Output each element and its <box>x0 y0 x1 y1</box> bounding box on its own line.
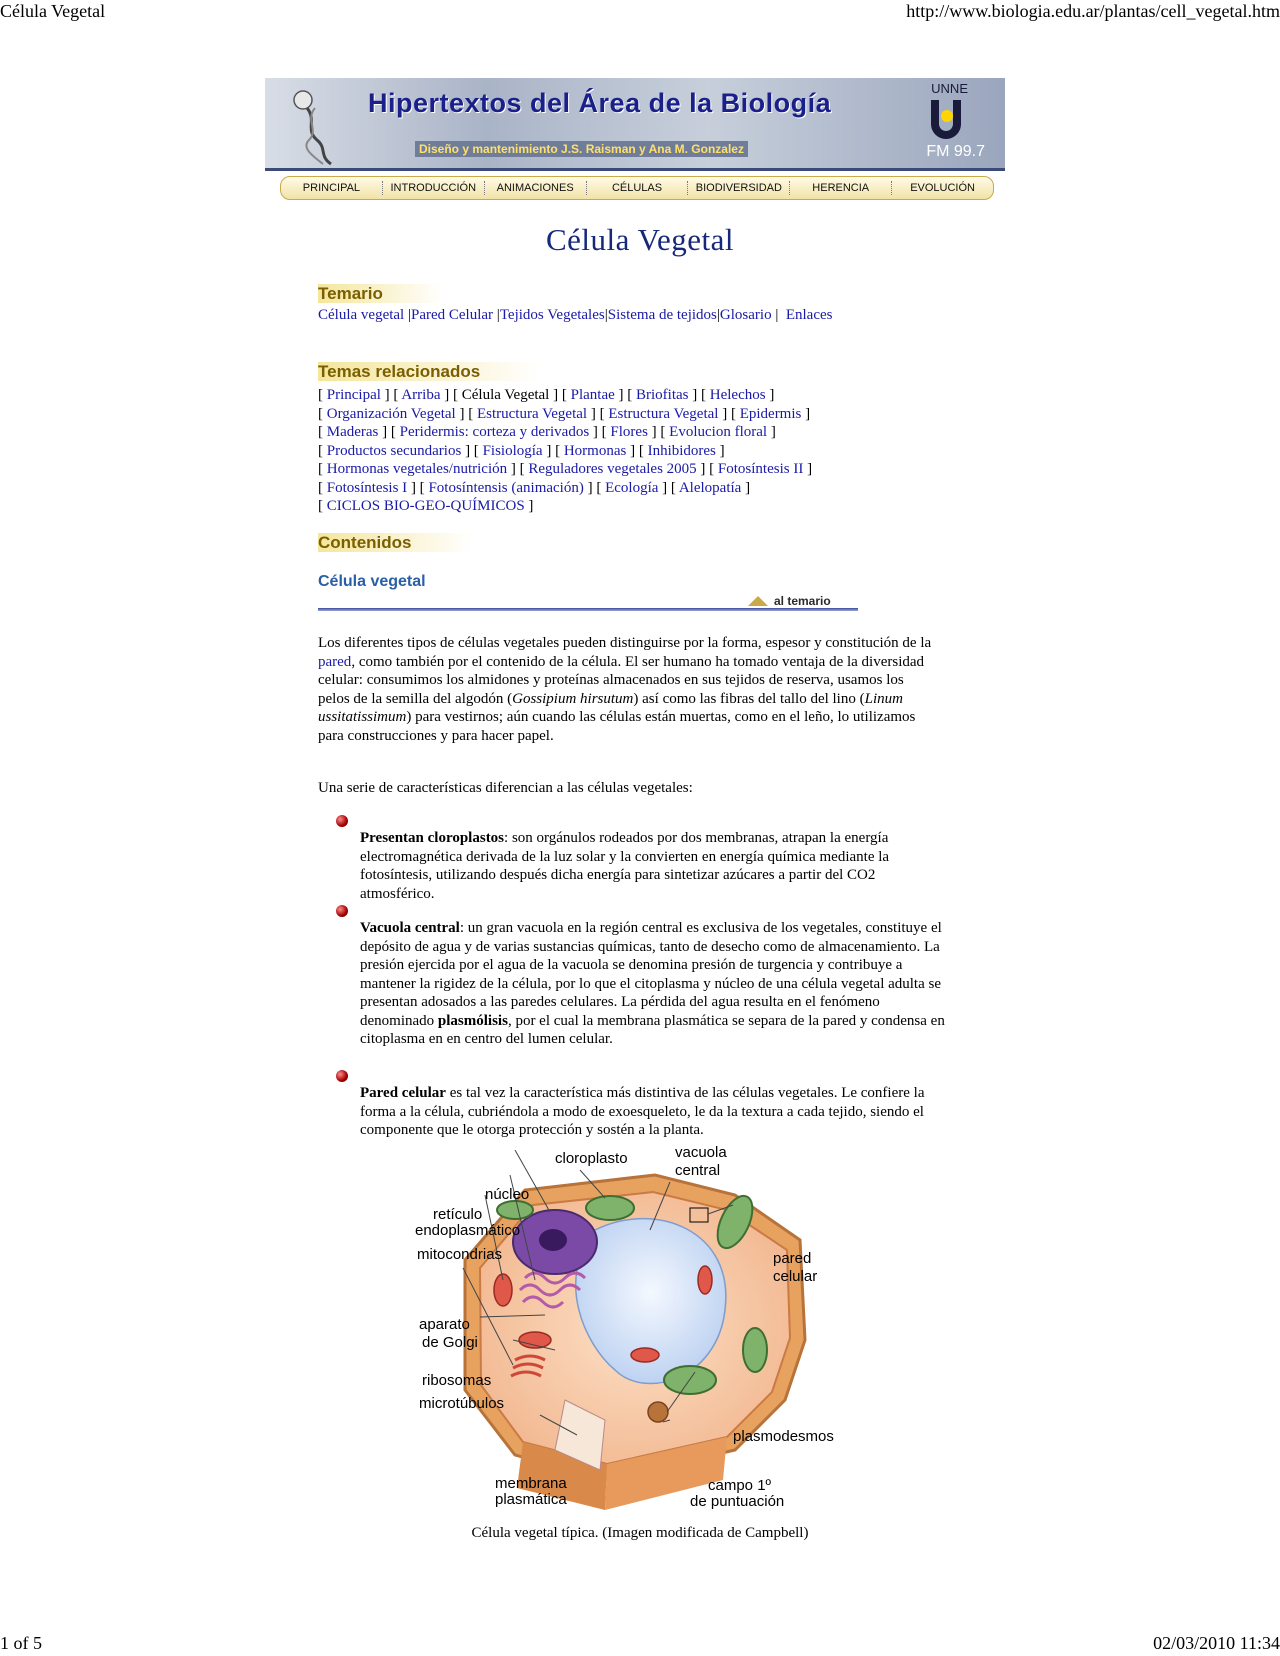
page-count: 1 of 5 <box>0 1633 42 1653</box>
related-topic-link[interactable]: Helechos <box>709 387 766 403</box>
contenidos-heading: Contenidos <box>318 533 472 553</box>
nav-animaciones[interactable]: ANIMACIONES <box>484 181 586 195</box>
nav-introduccion[interactable]: INTRODUCCIÓN <box>382 181 484 195</box>
banner-title: Hipertextos del Área de la Biología <box>368 88 832 118</box>
related-topic-link[interactable]: Ecología <box>605 479 659 496</box>
list-item-cloroplastos: Presentan cloroplastos: son orgánulos rodeados por dos membranas, atrapan la energía electromagnética derivada de la luz solar y la convierten en energía química mediante la fotosíntesis, utilizando después dicha energía para sintetizar azúcares a partir del CO2 atmosférico. <box>360 830 890 902</box>
current-topic: Célula Vegetal <box>461 387 550 403</box>
related-topic-link[interactable]: Fisiología <box>482 442 543 459</box>
nav-principal[interactable]: PRINCIPAL <box>302 182 361 194</box>
label-celular: celular <box>773 1268 818 1285</box>
list-item-vacuola: Vacuola central: un gran vacuola en la región central es exclusiva de los vegetales, constituye el depósito de agua y de varias sustancias químicas, tanto de desecho como de almacenamiento. La presión ejercida por el agua de la vacuola se denomina presión de turgencia y contribuye a mantener la rigidez de la célula, por lo que el citoplasma y núcleo de una célula vegetal adulta se presentan adosados a las paredes celulares. La pérdida del agua resulta en el fenómeno denominado plasmólisis, por el cual la membrana plasmática se separa de la pared y condensa en citoplasma en en centro del lumen celular. <box>360 920 945 1047</box>
label-plasmodesmos: plasmodesmos <box>733 1428 834 1445</box>
toc-glosario[interactable]: Glosario <box>719 307 772 323</box>
related-topic-link[interactable]: Reguladores vegetales 2005 <box>528 461 697 477</box>
related-topic-link[interactable]: Plantae <box>570 387 615 403</box>
label-plasmatica: plasmática <box>495 1491 567 1508</box>
toc-sistema-de-tejidos[interactable]: Sistema de tejidos <box>607 307 717 323</box>
toc-celula-vegetal[interactable]: Célula vegetal <box>318 307 405 323</box>
label-microtubulos: microtúbulos <box>419 1395 505 1412</box>
related-topic-link[interactable]: Productos secundarios <box>326 442 462 459</box>
plant-cell-figure <box>405 1144 865 1520</box>
temas-line: [ Principal ] [ Arriba ] [ Célula Vegetal ] [ Plantae ] [ Briofitas ] [ Helechos ] <box>318 387 775 403</box>
temas-line: [ Fotosíntesis I ] [ Fotosíntensis (animación) ] [ Ecología ] [ Alelopatía ] <box>318 479 751 496</box>
related-topic-link[interactable]: Arriba <box>401 387 441 403</box>
radio-label: FM 99.7 <box>926 143 985 160</box>
related-topic-link[interactable]: Estructura Vegetal <box>476 405 588 422</box>
related-topic-link[interactable]: Estructura Vegetal <box>608 405 719 422</box>
related-topic-link[interactable]: Epidermis <box>739 405 802 422</box>
section-divider <box>318 608 858 611</box>
section-subheading: Célula vegetal <box>318 573 426 590</box>
label-nucleo: núcleo <box>485 1186 530 1203</box>
label-ribosomas: ribosomas <box>422 1372 492 1389</box>
label-cloroplasto: cloroplasto <box>555 1150 628 1167</box>
related-topic-link[interactable]: Hormonas <box>563 442 627 459</box>
pared-link[interactable]: pared <box>318 653 352 670</box>
related-topic-link[interactable]: Fotosíntesis II <box>717 461 804 477</box>
label-reticulo: retículo <box>433 1206 483 1223</box>
label-mitocondrias: mitocondrias <box>417 1246 503 1263</box>
label-membrana: membrana <box>495 1475 567 1492</box>
temas-line: [ Organización Vegetal ] [ Estructura Vegetal ] [ Estructura Vegetal ] [ Epidermis ] <box>318 405 811 422</box>
print-header <box>0 0 1280 26</box>
up-arrow-icon <box>748 596 768 606</box>
related-topic-link[interactable]: Evolucion floral <box>669 424 768 440</box>
features-intro: Una serie de características diferencian a las células vegetales: <box>318 780 693 796</box>
temas-line: [ CICLOS BIO-GEO-QUÍMICOS ] <box>318 498 534 514</box>
temas-line: [ Productos secundarios ] [ Fisiología ] [ Hormonas ] [ Inhibidores ] <box>318 442 725 459</box>
nav-biodiversidad[interactable]: BIODIVERSIDAD <box>687 181 789 195</box>
related-topic-link[interactable]: Maderas <box>326 424 379 440</box>
org-label: UNNE <box>931 81 968 96</box>
label-vacuola: vacuola <box>675 1144 727 1161</box>
related-topic-link[interactable]: Organización Vegetal <box>326 405 456 422</box>
print-title: Célula Vegetal <box>0 1 106 21</box>
toc-tejidos-vegetales[interactable]: Tejidos Vegetales <box>499 307 605 323</box>
site-banner <box>265 78 1005 171</box>
related-topic-link[interactable]: Flores <box>610 424 648 440</box>
nav-herencia[interactable]: HERENCIA <box>789 181 891 195</box>
temario-heading: Temario <box>318 284 443 304</box>
related-topic-link[interactable]: Fotosíntensis (animación) <box>428 479 584 496</box>
print-datetime: 02/03/2010 11:34 <box>1153 1633 1280 1653</box>
bullet-icon <box>336 1070 348 1082</box>
temas-line: [ Maderas ] [ Peridermis: corteza y derivados ] [ Flores ] [ Evolucion floral ] <box>318 424 776 440</box>
related-topic-link[interactable]: Fotosíntesis I <box>326 479 408 496</box>
related-topic-link[interactable]: Principal <box>326 387 381 403</box>
temario-links: Célula vegetal |Pared Celular |Tejidos Vegetales|Sistema de tejidos|Glosario | Enlaces <box>318 307 833 323</box>
temas-line: [ Hormonas vegetales/nutrición ] [ Reguladores vegetales 2005 ] [ Fotosíntesis II ] <box>318 461 813 477</box>
related-topic-link[interactable]: Peridermis: corteza y derivados <box>399 424 590 440</box>
dna-logo-icon <box>287 86 347 166</box>
banner-subtitle: Diseño y mantenimiento J.S. Raisman y Ana M. Gonzalez <box>415 141 748 157</box>
nav-celulas[interactable]: CÉLULAS <box>586 181 688 195</box>
label-campo: campo 1º <box>708 1477 772 1494</box>
related-topic-link[interactable]: Inhibidores <box>647 442 716 459</box>
toc-pared-celular[interactable]: Pared Celular <box>410 307 494 323</box>
label-aparato: aparato <box>419 1316 470 1333</box>
back-to-temario-link[interactable]: al temario <box>748 594 831 608</box>
bullet-icon <box>336 815 348 827</box>
toc-enlaces[interactable]: Enlaces <box>785 307 833 323</box>
related-topic-link[interactable]: CICLOS BIO-GEO-QUÍMICOS <box>326 498 525 514</box>
page-title: Célula Vegetal <box>545 222 735 257</box>
bullet-icon <box>336 905 348 917</box>
label-central: central <box>675 1162 721 1179</box>
related-topic-link[interactable]: Alelopatía <box>678 479 742 496</box>
related-topic-link[interactable]: Briofitas <box>636 387 689 403</box>
main-nav <box>280 176 994 200</box>
print-footer <box>0 1630 1280 1656</box>
temas-heading: Temas relacionados <box>318 362 540 382</box>
label-endoplasmatico: endoplasmático <box>415 1222 521 1239</box>
temas-relacionados <box>318 386 812 516</box>
unne-logo-icon <box>925 98 967 142</box>
related-topic-link[interactable]: Hormonas vegetales/nutrición <box>326 461 508 477</box>
label-de-puntuacion: de puntuación <box>690 1493 785 1510</box>
label-pared: pared <box>773 1250 812 1267</box>
list-item-pared: Pared celular es tal vez la característica más distintiva de las células vegetales. Le confiere la forma a la célula, cubriéndola a modo de exoesqueleto, le da la textura a cada tejido, siendo el componente que le otorga protección y sostén a la planta. <box>360 1085 925 1138</box>
print-url: http://www.biologia.edu.ar/plantas/cell_vegetal.htm <box>906 1 1280 21</box>
nav-evolucion[interactable]: EVOLUCIÓN <box>891 181 993 195</box>
intro-paragraph: Los diferentes tipos de células vegetales pueden distinguirse por la forma, espesor y constitución de la pared, como también por el contenido de la célula. El ser humano ha tomado ventaja de la diversidad celular: consumimos los almidones y proteínas almacenados en sus tejidos de reserva, usamos los pelos de la semilla del algodón (Gossipium hirsutum) así como las fibras del tallo del lino (Linum ussitatissimum) para vestirnos; aún cuando las células están muertas, como en el leño, lo utilizamos para construcciones y para hacer papel. <box>318 635 932 744</box>
label-golgi: de Golgi <box>422 1334 478 1351</box>
figure-caption: Célula vegetal típica. (Imagen modificada de Campbell) <box>471 1525 809 1541</box>
